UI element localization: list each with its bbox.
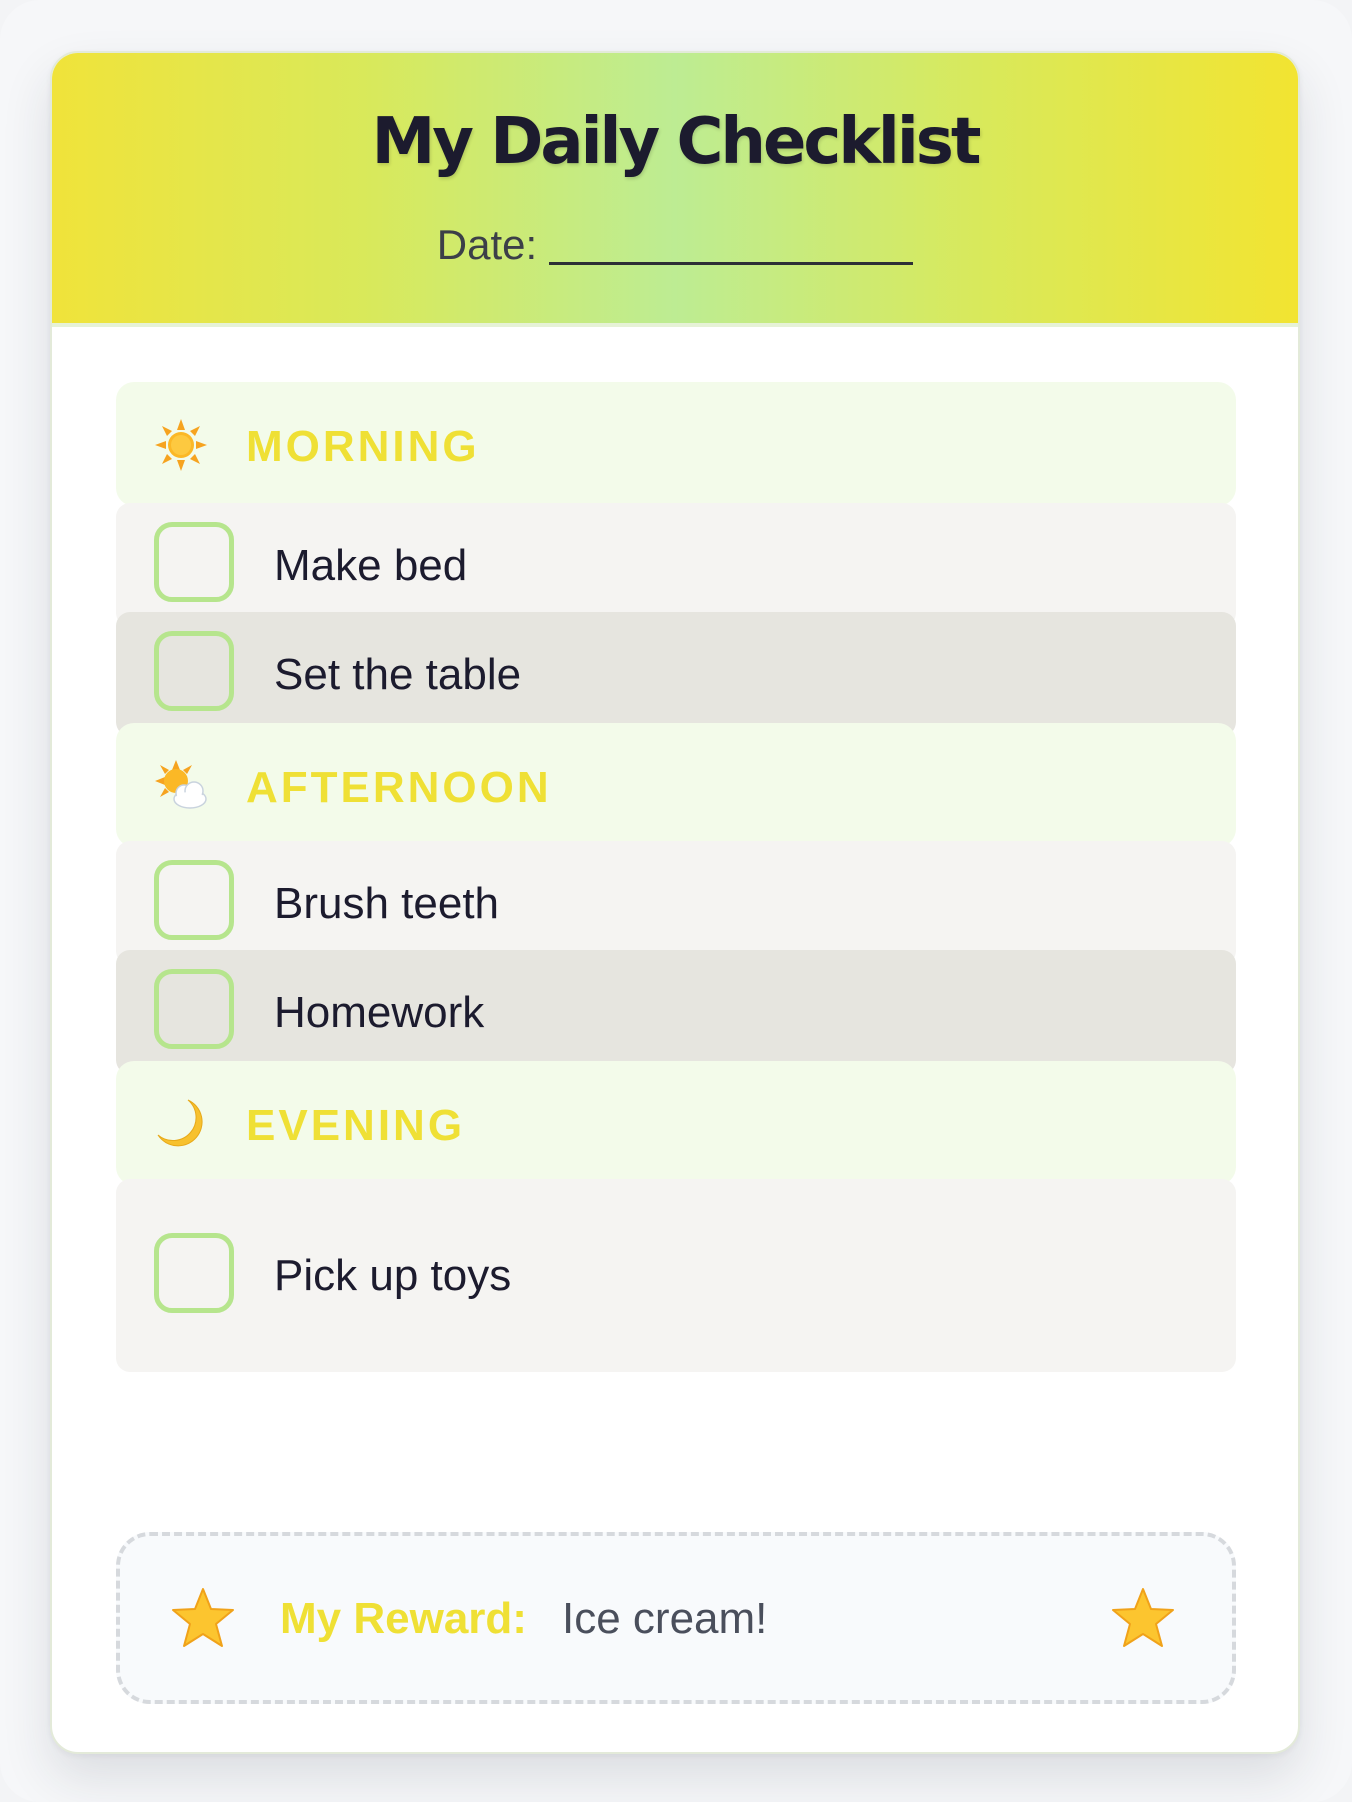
date-label: Date: bbox=[436, 221, 538, 268]
task-make-bed[interactable] bbox=[116, 503, 1236, 627]
reward-label: My Reward: bbox=[280, 1594, 527, 1643]
section-label-evening: EVENING bbox=[246, 1101, 466, 1150]
sun-behind-cloud-icon bbox=[154, 759, 208, 813]
reward-value[interactable]: Ice cream! bbox=[562, 1594, 768, 1643]
task-homework[interactable] bbox=[116, 950, 1236, 1074]
section-evening bbox=[116, 1061, 1236, 1185]
task-checkbox[interactable] bbox=[154, 860, 234, 940]
task-checkbox[interactable] bbox=[154, 522, 234, 602]
task-checkbox[interactable] bbox=[154, 631, 234, 711]
star-icon bbox=[170, 1586, 236, 1652]
section-label-morning: MORNING bbox=[246, 422, 480, 471]
section-morning bbox=[116, 382, 1236, 506]
page-title: My Daily Checklist bbox=[371, 105, 979, 179]
star-icon bbox=[1110, 1586, 1176, 1652]
section-afternoon bbox=[116, 723, 1236, 847]
reward-box bbox=[116, 1532, 1236, 1704]
date-blank-line[interactable] bbox=[549, 222, 913, 265]
date-row bbox=[52, 216, 1298, 269]
task-pick-up-toys[interactable] bbox=[116, 1179, 1236, 1372]
sun-icon bbox=[154, 418, 208, 472]
checklist-header bbox=[52, 53, 1298, 327]
task-set-the-table[interactable] bbox=[116, 612, 1236, 736]
task-brush-teeth[interactable] bbox=[116, 841, 1236, 965]
task-checkbox[interactable] bbox=[154, 969, 234, 1049]
task-label: Pick up toys bbox=[274, 1251, 512, 1300]
task-label: Make bed bbox=[274, 541, 468, 590]
section-label-afternoon: AFTERNOON bbox=[246, 763, 552, 812]
checklist-card bbox=[50, 51, 1300, 1754]
task-label: Homework bbox=[274, 988, 485, 1037]
crescent-moon-icon bbox=[154, 1097, 208, 1151]
task-label: Set the table bbox=[274, 650, 522, 699]
task-checkbox[interactable] bbox=[154, 1233, 234, 1313]
task-label: Brush teeth bbox=[274, 879, 500, 928]
